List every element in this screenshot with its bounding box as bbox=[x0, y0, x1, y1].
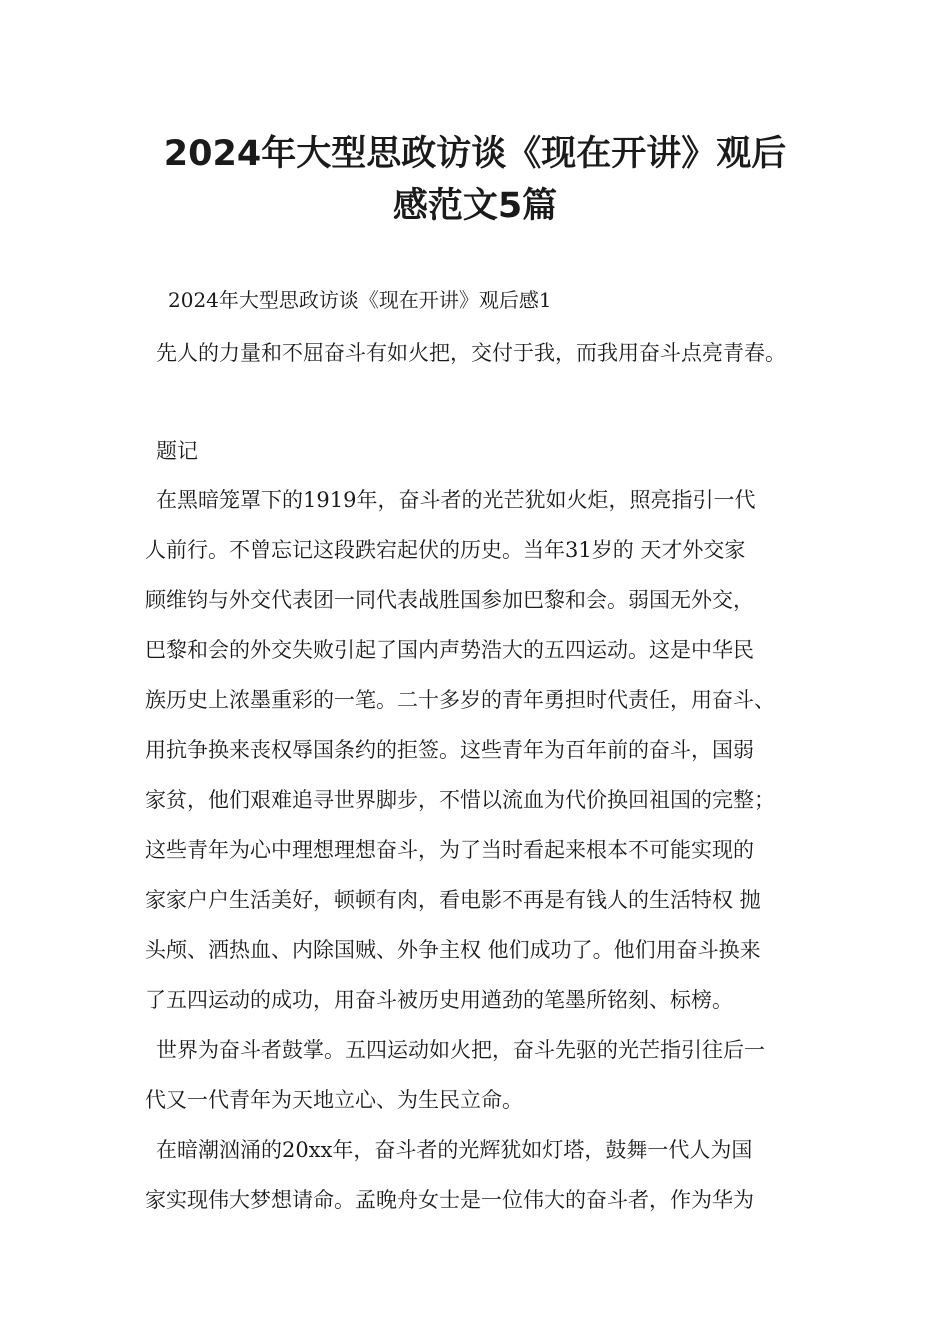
text-line: 家实现伟大梦想请命。孟晚舟女士是一位伟大的奋斗者，作为华为 bbox=[145, 1188, 754, 1212]
text-line: 头颅、洒热血、内除国贼、外争主权 他们成功了。他们用奋斗换来 bbox=[145, 938, 761, 962]
text-line: 家家户户生活美好，顿顿有肉，看电影不再是有钱人的生活特权 抛 bbox=[145, 888, 761, 912]
title-line-1: 2024年大型思政访谈《现在开讲》观后 bbox=[163, 134, 787, 174]
document-title bbox=[0, 128, 950, 232]
text-line: 世界为奋斗者鼓掌。五四运动如火把，奋斗先驱的光芒指引往后一 bbox=[156, 1038, 765, 1062]
text-line: 先人的力量和不屈奋斗有如火把，交付于我，而我用奋斗点亮青春。 bbox=[156, 341, 786, 365]
epigraph-label: 题记 bbox=[156, 439, 198, 463]
text-line: 代又一代青年为天地立心、为生民立命。 bbox=[145, 1088, 523, 1112]
text-line: 顾维钧与外交代表团一同代表战胜国参加巴黎和会。弱国无外交， bbox=[145, 588, 754, 612]
text-line: 在暗潮汹涌的20xx年，奋斗者的光辉犹如灯塔，鼓舞一代人为国 bbox=[156, 1138, 753, 1162]
text-line: 在黑暗笼罩下的1919年，奋斗者的光芒犹如火炬，照亮指引一代 bbox=[156, 488, 756, 512]
text-line: 了五四运动的成功，用奋斗被历史用遒劲的笔墨所铭刻、标榜。 bbox=[145, 988, 733, 1012]
text-line: 家贫，他们艰难追寻世界脚步，不惜以流血为代价换回祖国的完整； bbox=[145, 788, 775, 812]
section-heading: 2024年大型思政访谈《现在开讲》观后感1 bbox=[168, 288, 552, 312]
text-line: 用抗争换来丧权辱国条约的拒签。这些青年为百年前的奋斗，国弱 bbox=[145, 738, 754, 762]
text-line: 这些青年为心中理想理想奋斗，为了当时看起来根本不可能实现的 bbox=[145, 838, 754, 862]
title-line-2: 感范文5篇 bbox=[392, 186, 558, 226]
text-line: 人前行。不曾忘记这段跌宕起伏的历史。当年31岁的 天才外交家 bbox=[145, 538, 746, 562]
text-line: 巴黎和会的外交失败引起了国内声势浩大的五四运动。这是中华民 bbox=[145, 638, 754, 662]
text-line: 族历史上浓墨重彩的一笔。二十多岁的青年勇担时代责任，用奋斗、 bbox=[145, 688, 775, 712]
